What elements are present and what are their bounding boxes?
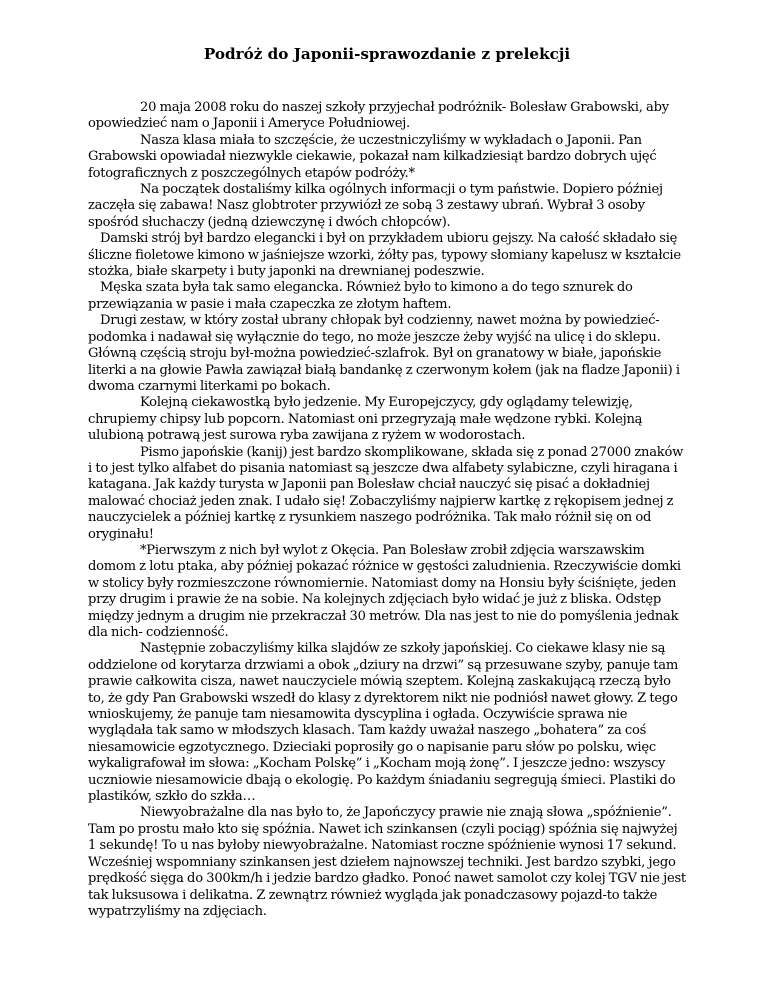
document-title: Podróż do Japonii-sprawozdanie z prelekcji (203, 45, 571, 63)
document-page (88, 44, 686, 920)
paragraph-female-outfit: Damski strój był bardzo elegancki i był on przykładem ubioru gejszy. Na całość składało się śliczne fioletowe kimono w jaśniejsze wzorki, żółty pas, typowy słomiany kapelusz w kształcie stożka, białe skarpety i buty japonki na drewnianej podeszwie. (88, 231, 681, 280)
paragraph-everyday-outfit: Drugi zestaw, w który został ubrany chłopak był codzienny, nawet można by powiedzieć- podomka i nadawał się wyłącznie do tego, no może jeszcze żeby wyjść na ulicę i do sklepu. Główną częścią stroju był-można powiedzieć-szlafrok. Był on granatowy w białe, japońskie literki a na głowie Pawła zawiązał białą bandankę z czerwonym kołem (jak na fladze Japonii) i dwoma czarnymi literkami po bokach. (88, 313, 680, 394)
paragraph-school: Następnie zobaczyliśmy kilka slajdów ze szkoły japońskiej. Co ciekawe klasy nie są oddzielone od korytarza drzwiami a obok „dziury na drzwi” są przesuwane szyby, panuje tam prawie całkowita cisza, nawet nauczyciele mówią szeptem. Kolejną zaskakującą rzeczą było to, że gdy Pan Grabowski wszedł do klasy z dyrektorem nikt nie podniósł nawet głowy. Z tego wnioskujemy, że panuje tam niesamowita dyscyplina i ogłada. Oczywiście sprawa nie wyglądała tak samo w młodszych klasach. Tam każdy uważał naszego „bohatera” za coś niesamowicie egzotycznego. Dzieciaki poprosiły go o napisanie paru słów po polsku, więc wykaligrafował im słowa: „Kocham Polskę” i „Kocham moją żonę”. I jeszcze jedno: wszyscy uczniowie niesamowicie dbają o ekologię. Po każdym śniadaniu segregują śmieci. Plastiki do plastików, szkło do szkła… (88, 641, 679, 805)
paragraph-intro: 20 maja 2008 roku do naszej szkoły przyjechał podróżnik- Bolesław Grabowski, aby opowiedzieć nam o Japonii i Ameryce Południowej. (88, 100, 669, 132)
paragraph-male-outfit: Męska szata była tak samo elegancka. Również było to kimono a do tego sznurek do przewiązania w pasie i mała czapeczka ze złotym haftem. (88, 280, 633, 312)
paragraph-lecture: Nasza klasa miała to szczęście, że uczestniczyliśmy w wykładach o Japonii. Pan Grabowski opowiadał niezwykle ciekawie, pokazał nam kilkadziesiąt bardzo dobrych ujęć fotograficznych z poszczególnych etapów podróży.* (88, 132, 657, 181)
paragraph-departure: *Pierwszym z nich był wylot z Okęcia. Pan Bolesław zrobił zdjęcia warszawskim domom z lotu ptaka, aby później pokazać różnice w gęstości zaludnienia. Rzeczywiście domki w stolicy były rozmieszczone równomiernie. Natomiast domy na Honsiu były ściśnięte, jeden przy drugim i prawie że na sobie. Na kolejnych zdjęciach było widać je już z bliska. Odstęp między jednym a drugim nie przekraczał 30 metrów. Dla nas jest to nie do pomyślenia jednak dla nich- codzienność. (88, 542, 681, 640)
paragraph-punctuality: Niewyobrażalne dla nas było to, że Japończycy prawie nie znają słowa „spóźnienie”. Tam po prostu mało kto się spóźnia. Nawet ich szinkansen (czyli pociąg) spóźnia się najwyżej 1 sekundę! To u nas byłoby niewyobrażalne. Natomiast roczne spóźnienie wynosi 17 sekund. (88, 805, 678, 854)
paragraph-beginning: Na początek dostaliśmy kilka ogólnych informacji o tym państwie. Dopiero później zaczęła się zabawa! Nasz globtroter przywiózł ze sobą 3 zestawy ubrań. Wybrał 3 osoby spośród słuchaczy (jedną dziewczynę i dwóch chłopców). (88, 182, 663, 230)
paragraph-writing: Pismo japońskie (kanij) jest bardzo skomplikowane, składa się z ponad 27000 znaków i to jest tylko alfabet do pisania natomiast są jeszcze dwa alfabety sylabiczne, czyli hiragana i katagana. Jak każdy turysta w Japonii pan Bolesław chciał nauczyć się pisać a dokładniej malować chociaż jeden znak. I udało się! Zobaczyliśmy najpierw kartkę z rękopisem jednej z nauczycielek a później kartkę z rysunkiem naszego podróżnika. Tak mało różnił się on od oryginału! (88, 444, 684, 542)
paragraph-shinkansen: Wcześniej wspomniany szinkansen jest dziełem najnowszej techniki. Jest bardzo szybki, jego prędkość sięga do 300km/h i jedzie bardzo gładko. Ponoć nawet samolot czy kolej TGV nie jest tak luksusowa i delikatna. Z zewnątrz również wygląda jak ponadczasowy pojazd-to także wypatrzyliśmy na zdjęciach. (88, 854, 686, 919)
document-body (88, 100, 686, 920)
paragraph-food: Kolejną ciekawostką było jedzenie. My Europejczycy, gdy oglądamy telewizję, chrupiemy chipsy lub popcorn. Natomiast oni przegryzają małe wędzone rybki. Kolejną ulubioną potrawą jest surowa ryba zawijana z ryżem w wodorostach. (88, 395, 643, 444)
